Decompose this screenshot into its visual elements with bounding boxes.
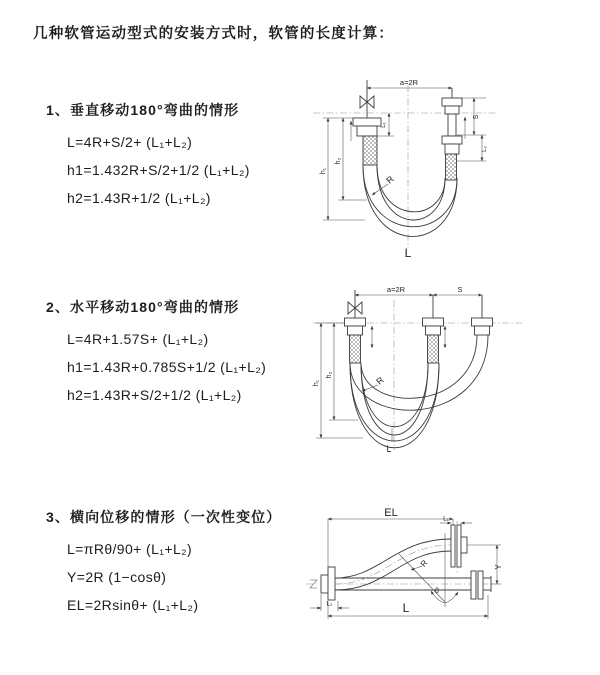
section-3 (46, 507, 281, 619)
section-3-heading: 3、横向位移的情形（一次性变位） (46, 509, 282, 525)
section-2 (46, 297, 266, 409)
length-label: L (404, 246, 412, 260)
dim-label-a2r: a=2R (399, 78, 419, 87)
dim-label-h2: h₂ (326, 371, 333, 379)
dim-l (328, 595, 488, 619)
right-pipe-end (472, 295, 493, 335)
dim-label-s: S (457, 285, 463, 294)
dim-label-s: S (473, 114, 480, 120)
left-pipe-end (345, 290, 366, 363)
page-title: 几种软管运动型式的安装方式时，软管的长度计算： (33, 26, 395, 42)
dim-label-h1: h₁ (320, 167, 327, 175)
braid-section (428, 335, 439, 363)
straight-pipe (335, 571, 491, 599)
left-pipe-end (353, 80, 381, 165)
length-label: L (386, 444, 392, 454)
dim-label-l1: L₁ (443, 515, 449, 523)
hose-u-arcs (363, 165, 457, 236)
braid-section (446, 154, 457, 180)
angle-label: θ (435, 588, 439, 595)
radius-leader (411, 558, 430, 570)
curved-hose (335, 525, 467, 590)
diagram-3-lateral-displacement (300, 495, 600, 670)
dim-label-h1: h₁ (313, 379, 320, 387)
flange (353, 118, 381, 126)
right-pipe-end (442, 88, 462, 180)
left-flange (321, 567, 335, 600)
radius-label: R (418, 558, 430, 569)
dim-label-l1: L₁ (381, 122, 387, 128)
dim-label-el: EL (384, 507, 398, 519)
formula-h1: h1=1.432R+S/2+1/2 (L₁+L₂) (67, 162, 250, 178)
dim-label-l2: L₂ (482, 146, 488, 152)
formula-y: Y=2R (1−cosθ) (67, 569, 167, 585)
diagram-2-horizontal-bend (308, 278, 600, 463)
dim-label-a2r: a=2R (386, 285, 406, 294)
dim-label-y: Y (494, 564, 503, 570)
formula-h1: h1=1.43R+0.785S+1/2 (L₁+L₂) (67, 359, 267, 375)
diagram-1-vertical-bend (305, 65, 595, 265)
formula-l: L=4R+1.57S+ (L₁+L₂) (67, 331, 209, 347)
middle-pipe-end (423, 295, 444, 363)
formula-el: EL=2Rsinθ+ (L₁+L₂) (67, 597, 199, 613)
dim-a2r-s (355, 285, 482, 295)
radius-label: R (374, 374, 386, 387)
braid-section (350, 335, 361, 363)
formula-l: L=πRθ/90+ (L₁+L₂) (67, 541, 193, 557)
dim-label-l2: L₂ (326, 600, 333, 608)
dim-label-h2: h₂ (335, 157, 342, 165)
dim-s-l2 (457, 98, 488, 161)
section-2-heading: 2、水平移动180°弯曲的情形 (46, 299, 240, 315)
radius-label: R (384, 173, 396, 186)
dim-a2r (367, 78, 452, 96)
section-1 (46, 100, 250, 212)
angle-construction (399, 533, 458, 607)
formula-h2: h2=1.43R+S/2+1/2 (L₁+L₂) (67, 387, 242, 403)
formula-l: L=4R+S/2+ (L₁+L₂) (67, 134, 193, 150)
dim-label-l: L (402, 601, 410, 615)
formula-h2: h2=1.43R+1/2 (L₁+L₂) (67, 190, 211, 206)
braid-section (363, 136, 377, 165)
union-nut (357, 126, 377, 136)
hose-swung-arcs (350, 335, 488, 410)
section-1-heading: 1、垂直移动180°弯曲的情形 (46, 102, 240, 118)
radius-leader (372, 174, 396, 195)
